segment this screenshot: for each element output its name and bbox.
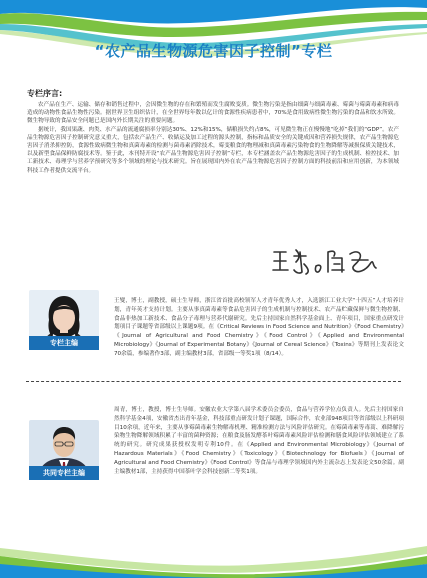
co-editor-portrait xyxy=(29,420,99,510)
bottom-swoosh-decoration xyxy=(0,518,427,578)
preface-paragraph-1: 农产品在生产、运输、储存和销售过程中，会因微生物的存在和繁殖而发生腐败变质。微生物污染是指由细菌与细菌毒素、霉菌与霉菌毒素和病毒造成的动物性食品生物性污染。据世界卫生组织估计，在全世界每年数以亿计的食源性疾病患者中，70%是食用致病性微生物污染的食品和饮水所致。微生物导致的食品安全问题已是国内外长期关注的重要问题。 xyxy=(27,102,399,125)
editor-portrait xyxy=(29,290,99,380)
editor-label: 专栏主编 xyxy=(29,336,99,350)
preface-paragraph-2: 据统计，我国果蔬、肉类、水产品的流通腐损率分别达30%、12%和15%，储粮损失约占8%，可见微生物正在慢慢地“吃掉”我们的“GDP”。农产品生物源危害因子控制研究意义重大，包括农产品生产、收储运及加工过程的源头控制，指标和品质安全的关键成因和营养损失规律，农产品生物源危害因子消杀抑控防，食源性致病微生物和真菌毒素的检测与菌毒素消除技术，霉变粮食的物理减和真菌毒素污染物食的生物降解等减损保质关键技术，以及新型食品保鲜防腐技术等。鉴于此，本刊特开设“农产品生物源危害因子控制”专栏，本专栏涵盖农产品生物源危害因子的生成机制、检控技术、加工新技术、毒理学与营养学预研究等多个领域的理论与技术研究。旨在展现国内外在农产品生物源危害因子控制方面的科技前沿和应用创新，为本领域科技工作者提供交流平台。 xyxy=(27,126,399,174)
signature-image xyxy=(270,246,380,278)
column-title: “农产品生物源危害因子控制”专栏 xyxy=(94,42,333,60)
preface-heading: 专栏序言: xyxy=(27,89,63,98)
co-editor-bio: 周青，博士，教授，博士生导师。安徽农业大学第八届学术委员会委员，食品与营养学位点负责人。先后主持国家自然科学基金4项，安徽省杰出青年基金，科技部重点研发计划子课题，国际合作，农业部948项目等省部级以上科研项目10余项，近年来，主要从事霉菌毒素生物解毒机理、精准检测方法与风险评估研究。在霉菌毒素等毒蒿、难降解污染物生物降解领域积累了丰富的菌种资源；在粮食及肠发酵茶叶霉菌毒素风险评估检测和膳食风险评估领域建立了系统的研究。研究成果获授权发明专利10件。在《Applied and Environmental Microbiology》《Journal of Hazardous Materials》《Food Chemistry》《Toxicology》《Biotechnology for Biofuels》《Journal of Agricultural and Food Chemistry》《Food Control》等食品与毒理学领域国内外主流杂志上发表论文50余篇。副主编教材1部，主持获得中国茶叶学会科技创新二等奖1项。 xyxy=(114,407,404,475)
section-divider xyxy=(26,381,401,382)
editor-bio: 王燮，博士，副教授，硕士生导师，浙江省首批高校领军人才青年优秀人才，入选浙江工业大学“十四五”人才培养计划，青年英才支持计划。主要从事真菌毒素等食品危害因子的生成机制与控制技术、农产品贮藏保鲜与微生物控制、食品非热加工新技术、食品分子毒理与营养代谢研究。先后主持国家自然科学基金面上、青年项目，国家重点研发计划项目子课题等省部级以上课题9项。在《Critical Reviews in Food Science and Nutrition》《Food Chemistry》《Journal of Agricultural and Food Chemistry》《Food Control》《Applied and Environmental Microbiology》《Journal of Experimental Botany》《Journal of Cereal Science》《Toxins》等期刊上发表论文70余篇，参编著作3部，副主编教材3部，省部级一等奖1项（8/14）。 xyxy=(114,298,404,357)
preface-section xyxy=(27,88,399,175)
co-editor-label: 共同专栏主编 xyxy=(29,466,99,480)
